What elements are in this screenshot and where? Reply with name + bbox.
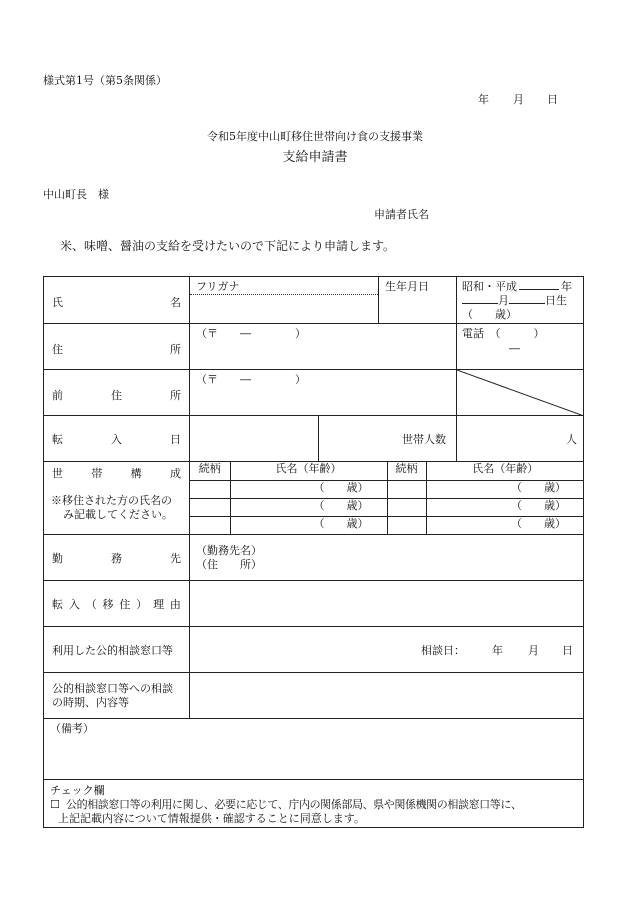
name-label-cell xyxy=(44,277,190,324)
consult-date-label: 相談日： xyxy=(421,644,465,657)
intro-text: 米、味噌、醤油の支給を受けたいので下記により申請します。 xyxy=(60,239,396,253)
reason-label: 転 入 （ 移 住 ） 理 由 xyxy=(52,598,181,611)
relation-header-2: 続柄 xyxy=(387,462,426,480)
date-month-label: 月 xyxy=(513,93,524,106)
workplace-label: 勤 務 先 xyxy=(52,552,181,565)
consult-input-cell[interactable] xyxy=(190,627,584,673)
era-label: 昭和・平成 年 xyxy=(462,280,573,293)
remarks-label: （備考） xyxy=(50,722,94,735)
household-size-label-cell xyxy=(319,416,457,462)
consult-year: 年 xyxy=(492,644,503,657)
relation-input[interactable] xyxy=(190,498,230,516)
household-size-label: 世帯人数 xyxy=(402,433,447,446)
form-number: 様式第1号（第5条関係） xyxy=(43,74,167,87)
relation-input[interactable] xyxy=(387,516,426,534)
application-form xyxy=(43,276,584,828)
phone-input-cell[interactable] xyxy=(457,324,584,370)
workplace-name-label: （勤務先名） xyxy=(196,544,262,557)
household-size-input-cell[interactable] xyxy=(457,416,584,462)
workplace-label-cell xyxy=(44,535,190,581)
name-age-header-1: 氏名（年齢） xyxy=(230,462,387,480)
prev-address-label-cell xyxy=(44,370,190,416)
consult-label-cell xyxy=(44,627,190,673)
check-title: チェック欄 xyxy=(50,784,105,797)
dob-label: 生年月日 xyxy=(385,280,429,293)
address-label: 住 所 xyxy=(52,343,181,356)
consult-detail-line2: の時期、内容等 xyxy=(52,696,129,709)
prev-address-input-cell[interactable] xyxy=(190,370,457,416)
check-cell xyxy=(44,780,584,828)
reason-input-cell[interactable] xyxy=(190,581,584,627)
dob-month-day: 月 日生 xyxy=(462,294,567,307)
member-name-input[interactable]: （ 歳） xyxy=(426,516,584,534)
date-day-label: 日 xyxy=(547,93,558,106)
prev-address-label: 前 住 所 xyxy=(52,389,181,402)
consult-month: 月 xyxy=(528,644,539,657)
household-grid xyxy=(190,462,584,534)
relation-header-1: 続柄 xyxy=(190,462,230,480)
relation-input[interactable] xyxy=(387,498,426,516)
member-name-input[interactable]: （ 歳） xyxy=(426,480,584,498)
relation-input[interactable] xyxy=(190,480,230,498)
date-year-label: 年 xyxy=(478,93,489,106)
address-input-cell[interactable] xyxy=(190,324,457,370)
member-name-input[interactable]: （ 歳） xyxy=(426,498,584,516)
program-title: 令和5年度中山町移住世帯向け食の支援事業 xyxy=(207,130,423,143)
consent-line2: 上記記載内容について情報提供・確認することに同意します。 xyxy=(58,812,365,825)
consent-line1: ☐ 公的相談窓口等の利用に関し、必要に応じて、庁内の関係部局、県や関係機関の相談窓口等に、 xyxy=(50,798,522,811)
name-age-header-2: 氏名（年齢） xyxy=(426,462,584,480)
persons-unit: 人 xyxy=(566,433,578,446)
move-in-label-cell xyxy=(44,416,190,462)
prev-address-blank-cell xyxy=(457,370,584,416)
name-label: 氏 名 xyxy=(52,296,181,309)
household-note-line1: ※移住された方の氏名の xyxy=(51,494,172,507)
remarks-cell[interactable] xyxy=(44,719,584,780)
address-postal: （〒 ― ） xyxy=(196,327,306,340)
furigana-label: フリガナ xyxy=(196,280,240,293)
household-label: 世 帯 構 成 xyxy=(52,467,181,480)
relation-input[interactable] xyxy=(387,480,426,498)
consult-detail-line1: 公的相談窓口等への相談 xyxy=(52,682,173,695)
household-note-line2: み記載してください。 xyxy=(63,508,173,521)
reason-label-cell xyxy=(44,581,190,627)
move-in-label: 転 入 日 xyxy=(52,433,181,446)
member-name-input[interactable]: （ 歳） xyxy=(230,498,387,516)
consult-label: 利用した公的相談窓口等 xyxy=(52,644,173,657)
name-input-cell[interactable] xyxy=(190,277,457,324)
prev-address-postal: （〒 ― ） xyxy=(196,373,306,386)
phone-label: 電話 （ ） xyxy=(462,327,545,340)
addressee: 中山町長 様 xyxy=(43,188,109,201)
phone-dash: ― xyxy=(509,342,521,355)
document-title: 支給申請書 xyxy=(282,150,348,165)
dob-input-cell[interactable] xyxy=(457,277,584,324)
consult-detail-label-cell xyxy=(44,673,190,719)
member-name-input[interactable]: （ 歳） xyxy=(230,480,387,498)
consult-day: 日 xyxy=(562,644,573,657)
workplace-input-cell[interactable] xyxy=(190,535,584,581)
workplace-address-label: （住 所） xyxy=(196,558,262,571)
address-label-cell xyxy=(44,324,190,370)
household-grid-cell xyxy=(190,462,584,535)
member-name-input[interactable]: （ 歳） xyxy=(230,516,387,534)
consent-checkbox[interactable]: ☐ xyxy=(50,798,60,811)
consult-detail-input-cell[interactable] xyxy=(190,673,584,719)
applicant-name-label: 申請者氏名 xyxy=(374,208,429,221)
age-label: （ 歳） xyxy=(462,308,518,321)
move-in-input-cell[interactable] xyxy=(190,416,319,462)
household-label-cell xyxy=(44,462,190,535)
relation-input[interactable] xyxy=(190,516,230,534)
diagonal-strike xyxy=(457,370,584,416)
